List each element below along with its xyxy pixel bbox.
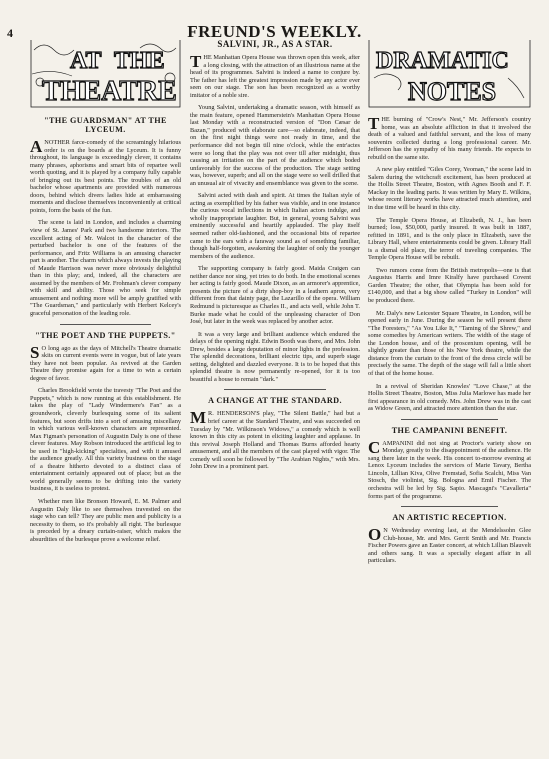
headline-standard: A CHANGE AT THE STANDARD. bbox=[208, 396, 342, 406]
note-london-rumors: Two rumors come from the British metropolis—one is that Augustus Harris and Imre Kiralfy have purchased Covent Garden Theatre; the other, that Olympia has been sold for £140,000, and that a big show called "Turkey in London" will be produced there. bbox=[368, 266, 531, 305]
article-poet-p3: Whether men like Bronson Howard, E. M. Palmer and Augustin Daly like to see themselves travestied on the stage who can tell? They are public men and publicity is a necessity to them, so it's probably all right. The burlesque is preceded by a dreary curtain-raiser, which makes the absurdities of the burlesque prove a welcome relief. bbox=[30, 497, 181, 543]
headline-poet-puppets: "THE POET AND THE PUPPETS." bbox=[35, 330, 176, 340]
svg-text:THE: THE bbox=[114, 48, 165, 74]
article-salvini-p5: It was a very large and brilliant audience which endured the delays of the opening night. Edwin Booth was there, and Mrs. John Drew, besides a large deputation of minor lights in the profession. The splendid decorations, brilliant electric tips, and superb stage setting, delighted and dazzled everyone. It is to be hoped that this splendid theatre is now permanently re-opened, for it is too beautiful a house to remain "dark." bbox=[190, 330, 360, 383]
article-standard-p1: R. HENDERSON'S play, "The Silent Battle," had but a brief career at the Standard Theatre, and was succeeded on Tuesday by "Mr. Wilkinson's Widows," a comedy which is well known in this city as potent in eliciting laughter and applause. In this revival Joseph Holland and Thomas Burns afforded hearty amusement, and all the members of the cast played with vigor. The comedy will soon be followed by "The Arabian Nights," with Mrs. John Drew in a prominent part. bbox=[190, 410, 360, 471]
masthead-title: FREUND'S WEEKLY. bbox=[187, 22, 362, 41]
column-right: DRAMATIC NOTES THE burning of "Crow's Nest," Mr. Jefferson's country home, was an absolute affliction in that it involved the death of a valued and faithful servant, and the loss of many souvenirs collected during a long professional career. Mr. Jefferson has the sympathy of his many friends. He expects to rebuild on the same site. A new play entitled "Giles Corey, Yeoman," the scene laid in Salem during the witchcraft excitement, has been produced at the Hollis Street Theatre, Boston, with Agnes Booth and F. F. Mackay in the leading parts. It was written by Mary E. Wilkins, whose recent literary works have attracted much attention, and in due time will be heard in this city. The Temple Opera House, at Elizabeth, N. J., has been burned; loss, $50,000, partly insured. It was built in 1887, refitted in 1891, and is the only place in Elizabeth, save the Library Hall, where entertainments could be given. Library Hall is a dismal old place, the terror of traveling companies. The Temple Opera House will be rebuilt. Two rumors come from the British metropolis—one is that Augustus Harris and Imre Kiralfy have purchased Covent Garden Theatre; the other, that Olympia has been sold for £140,000, and that a big show called "Turkey in London" will be produced there. Mr. Daly's new Leicester Square Theatre, in London, will be opened early in June. During the season he will present there "The Foresters," "As You Like It," "Taming of the Shrew," and some comedies by American writers. The width of the stage of the London house, and of the proscenium opening, will be slightly greater than those of his New York theatre, while the distance from the curtain to the front of the dress circle will be precisely the same. The depth of the stage will fall a little short of that of the home house. In a revival of Sheridan Knowles' "Love Chase," at the Hollis Street Theatre, Boston, Miss Julia Marlowe has made her first appearance in old comedy. Mrs. John Drew was in the cast as Widow Green, and attracted more attention than the star. THE CAMPANINI BENEFIT. CAMPANINI did not sing at Proctor's variety show on Monday, greatly to the disappointment of the audience. He sang there later in the week. His concert to-morrow evening at Lenox Lyceum includes the services of Marie Tavary, Bertha Lincoln, Lillian Kiva, Olive Fremstad, Sofia Scalchi, Miss Van Stosch, the violinist, Sig. Bologna and Emil Fischer. The orchestra will be led by Sig. Sapio. Mascagni's "Cavalleria" forms part of the programme. AN ARTISTIC RECEPTION. O N Wednesday evening last, at the Mendelssohn Glee Club-house, Mr. and Mrs. Gerrit Smith and Mr. Francis Fischer Powers gave an Easter concert, at which Lillian Blauvelt and others sang. It was a specially elegant affair in all particulars. bbox=[368, 40, 531, 752]
at-the-theatre-banner bbox=[30, 40, 181, 108]
divider bbox=[401, 419, 499, 420]
svg-text:DRAMATIC: DRAMATIC bbox=[376, 48, 509, 74]
dramatic-notes-banner bbox=[368, 40, 531, 108]
article-salvini-p2: Young Salvini, undertaking a dramatic season, with himself as the main feature, opened Hammerstein's Manhattan Opera House last Monday with a reconstructed version of "Don Cæsar de Bazan," produced with elaborate care—so elaborate, indeed, that on the first night things were not ready in time, and the performance did not begin till nine o'clock, while the entr'actes were so long that the play was not over till after midnight, thus causing an irritation on the part of the audience which boded unfavorably for the success of the production. The stage setting was, however, superb; and all on the stage were so well drilled that an unusual air of vivacity and ensemblance was given to the scene. bbox=[190, 104, 360, 187]
divider bbox=[60, 324, 151, 325]
article-salvini-p1: HE Manhattan Opera House was thrown open this week, after a long closing, with the attraction of an illustrious name at the head of its programmes. Salvini is indeed a name to conjure by. The father has left the greatest impression made by any actor ever seen on our stage. The son has been recognized as a worthy imitator of a noble sire. bbox=[190, 54, 360, 99]
column-left: AT THE THEATRE "THE GUARDSMAN" AT THE LYCEUM. ANOTHER farce-comedy of the screamingly hilarious order is on the boards at the Lyceum. It is funny throughout, its language is exceedingly clever, it contains many phrases, aphorisms and smart bits of repartee well worth quoting, and it is played by a company fully capable of bringing out its best points. The troubles of an old bachelor whose apartments are provided with numerous doors, behind which divers ladies hide at embarrassing moments and disclose themselves inconveniently at critical points, form the basis of the fun. The scene is laid in London, and includes a charming view of St. James' Park and two handsome interiors. The excellent acting of Mr. Walcot in the character of the perturbed bachelor is one of the features of the performance, and Fritz Williams is an amusing character part is another. The charm which always invests the playing of Maude Harrison was never more obviously delightful than in this play; and, indeed, all the characters are assumed by the members of Mr. Frohman's clever company with skill and ability. Those who seek for simple amusement and nothing more will be amply gratified with "The Guardsman," and particularly with Herbert Kelcey's graceful personation of the leading role. "THE POET AND THE PUPPETS." S O long ago as the days of Mitchell's Theatre dramatic skits on current events were in vogue, but of late years they have not been popular. As revived at the Garden Theatre they promise again for a time to win a certain degree of favor. Charles Brookfield wrote the travesty "The Poet and the Puppets," which is now running at this establishment. He takes the play of "Lady Windermere's Fan" as a groundwork, cleverly burlesquing some of its salient features, but soon drifts into a sort of amusing miscellany in which various well-known characters are represented. Max Figman's personation of Augustin Daly is one of these clever features. May Robson introduced the artificial leg to be used in "high-kicking" specialties, and with it amused the audience greatly. All this variety business on the stage of a theatre hitherto devoted to a distinct class of entertainment certainly appeared out of place; but as the world generally seems to be drifting into the variety business, it is useless to protest. Whether men like Bronson Howard, E. M. Palmer and Augustin Daly like to see themselves travestied on the stage who can tell? They are public men and publicity is a necessity to them, so it's probably all right. The burlesque is preceded by a dreary curtain-raiser, which makes the absurdities of the burlesque prove a welcome relief. bbox=[30, 40, 181, 752]
dramatic-notes-illustration bbox=[368, 40, 531, 108]
headline-salvini: SALVINI, JR., AS A STAR. bbox=[217, 40, 333, 49]
page-number: 4 bbox=[7, 26, 13, 40]
headline-campanini: THE CAMPANINI BENEFIT. bbox=[391, 425, 508, 435]
article-guardsman-p2: The scene is laid in London, and includes a charming view of St. James' Park and two handsome interiors. The excellent acting of Mr. Walcot in the character of the perturbed bachelor is one of the features of the performance, and Fritz Williams is an amusing character part is another. The charm which always invests the playing of Maude Harrison was never more obviously delightful than in this play; and, indeed, all the characters are assumed by the members of Mr. Frohman's clever company with skill and ability. Those who seek for simple amusement and nothing more will be amply gratified with "The Guardsman," and particularly with Herbert Kelcey's graceful personation of the leading role. bbox=[30, 219, 181, 318]
article-salvini-p3: Salvini acted with dash and spirit. At times the Italian style of acting as exemplified by his father was visible, and in one instance the curious vocal inflections in which Italian actors indulge, and wholly inappropriate laughter. But, in general, young Salvini was eminently successful and heartily applauded. The play itself seemed rather old-fashioned, and the occasional bits of repartee came to the ears with a faraway sound as of something familiar, though half-forgotten, awakening the laughter of only the younger members of the audience. bbox=[190, 192, 360, 260]
note-jefferson: HE burning of "Crow's Nest," Mr. Jefferson's country home, was an absolute affliction in that it involved the death of a valued and faithful servant, and the loss of many souvenirs collected during a long professional career. Mr. Jefferson has the sympathy of his many friends. He expects to rebuild on the same site. bbox=[368, 116, 531, 161]
svg-text:AT: AT bbox=[70, 48, 102, 74]
article-guardsman-p1: NOTHER farce-comedy of the screamingly hilarious order is on the boards at the Lyceum. It is funny throughout, its language is exceedingly clever, it contains many phrases, aphorisms and smart bits of repartee well worth quoting, and it is played by a company fully capable of bringing out its best points. The troubles of an old bachelor whose apartments are provided with numerous doors, behind which divers ladies hide at embarrassing moments and disclose themselves inconveniently at critical points, form the basis of the fun. bbox=[30, 139, 181, 214]
headline-guardsman: "THE GUARDSMAN" AT THE LYCEUM. bbox=[44, 116, 167, 134]
at-the-theatre-illustration bbox=[30, 40, 181, 108]
note-love-chase: In a revival of Sheridan Knowles' "Love Chase," at the Hollis Street Theatre, Boston, Miss Julia Marlowe has made her first appearance in old comedy. Mrs. John Drew was in the cast as Widow Green, and attracted more attention than the star. bbox=[368, 382, 531, 413]
article-reception: N Wednesday evening last, at the Mendelssohn Glee Club-house, Mr. and Mrs. Gerrit Smith and Mr. Francis Fischer Powers gave an Easter concert, at which Lillian Blauvelt and others sang. It was a specially elegant affair in all particulars. bbox=[368, 527, 531, 565]
article-campanini: AMPANINI did not sing at Proctor's variety show on Monday, greatly to the disappointment of the audience. He sang there later in the week. His concert to-morrow evening at Lenox Lyceum includes the services of Marie Tavary, Bertha Lincoln, Lillian Kiva, Olive Fremstad, Sofia Scalchi, Miss Van Stosch, the violinist, Sig. Bologna and Emil Fischer. The orchestra will be led by Sig. Sapio. Mascagni's "Cavalleria" forms part of the programme. bbox=[368, 439, 531, 500]
article-poet-p1: O long ago as the days of Mitchell's Theatre dramatic skits on current events were in vogue, but of late years they have not been popular. As revived at the Garden Theatre they promise again for a time to win a certain degree of favor. bbox=[30, 344, 181, 382]
note-daly-theatre: Mr. Daly's new Leicester Square Theatre, in London, will be opened early in June. During the season he will present there "The Foresters," "As You Like It," "Taming of the Shrew," and some comedies by American writers. The width of the stage of the London house, and of the proscenium opening, will be slightly greater than those of his New York theatre, while the distance from the curtain to the front of the dress circle will be precisely the same. The depth of the stage will fall a little short of that of the home house. bbox=[368, 309, 531, 377]
article-poet-p2: Charles Brookfield wrote the travesty "The Poet and the Puppets," which is now running at this establishment. He takes the play of "Lady Windermere's Fan" as a groundwork, cleverly burlesquing some of its salient features, but soon drifts into a sort of amusing miscellany in which various well-known characters are represented. Max Figman's personation of Augustin Daly is one of these clever features. May Robson introduced the artificial leg to be used in "high-kicking" specialties, and with it amused the audience greatly. All this variety business on the stage of a theatre hitherto devoted to a distinct class of entertainment certainly appeared out of place; but as the world generally seems to be drifting into the variety business, it is useless to protest. bbox=[30, 387, 181, 493]
article-salvini-p4: The supporting company is fairly good. Maida Craigen can neither dance nor sing, yet tries to do both. In the emotional scenes her acting is fairly good. Maude Dixon, as an armorer's apprentice, presents the picture of a dirty shop-boy in a leathern apron, very different from that dainty page, the Lazarillo of the opera. William Redmund is picturesque as Charles II., and acts well, while John T. Burke made what he could of the unpleasing character of Don José, but later in the week was replaced by another actor. bbox=[190, 265, 360, 326]
divider bbox=[401, 506, 499, 507]
note-temple-opera: The Temple Opera House, at Elizabeth, N. J., has been burned; loss, $50,000, partly insured. It was built in 1887, refitted in 1891, and is the only place in Elizabeth, save the Library Hall, where entertainments could be given. Library Hall is a dismal old place, the terror of traveling companies. The Temple Opera House will be rebuilt. bbox=[368, 216, 531, 262]
column-middle: SALVINI, JR., AS A STAR. THE Manhattan Opera House was thrown open this week, after a long closing, with the attraction of an illustrious name at the head of its programmes. Salvini is indeed a name to conjure by. The father has left the greatest impression made by any actor ever seen on our stage. The son has been recognized as a worthy imitator of a noble sire. Young Salvini, undertaking a dramatic season, with himself as the main feature, opened Hammerstein's Manhattan Opera House last Monday with a reconstructed version of "Don Cæsar de Bazan," produced with elaborate care—so elaborate, indeed, that on the first night things were not ready in time, and the performance did not begin till nine o'clock, while the entr'actes were so long that the play was not over till after midnight, thus causing an irritation on the part of the audience which boded unfavorably for the success of the production. The stage setting was, however, superb; and all on the stage were so well drilled that an unusual air of vivacity and ensemblance was given to the scene. Salvini acted with dash and spirit. At times the Italian style of acting as exemplified by his father was visible, and in one instance the curious vocal inflections in which Italian actors indulge, and wholly inappropriate laughter. But, in general, young Salvini was eminently successful and heartily applauded. The play itself seemed rather old-fashioned, and the occasional bits of repartee came to the ears with a faraway sound as of something familiar, though half-forgotten, awakening the laughter of only the younger members of the audience. The supporting company is fairly good. Maida Craigen can neither dance nor sing, yet tries to do both. In the emotional scenes her acting is fairly good. Maude Dixon, as an armorer's apprentice, presents the picture of a dirty shop-boy in a leathern apron, very different from that dainty page, the Lazarillo of the opera. William Redmund is picturesque as Charles II., and acts well, while John T. Burke made what he could of the unpleasing character of Don José, but later in the week was replaced by another actor. It was a very large and brilliant audience which endured the delays of the opening night. Edwin Booth was there, and Mrs. John Drew, besides a large deputation of minor lights in the profession. The splendid decorations, brilliant electric tips, and superb stage setting, delighted and dazzled everyone. It is to be hoped that this splendid theatre is now permanently re-opened, for it is too beautiful a house to remain "dark." A CHANGE AT THE STANDARD. M R. HENDERSON'S play, "The Silent Battle," had but a brief career at the Standard Theatre, and was succeeded on Tuesday by "Mr. Wilkinson's Widows," a comedy which is well known in this city as potent in eliciting laughter and applause. In this revival Joseph Holland and Thomas Burns afforded hearty amusement, and all the members of the cast played with vigor. The comedy will soon be followed by "The Arabian Nights," with Mrs. John Drew in a prominent part. bbox=[190, 40, 360, 471]
headline-reception: AN ARTISTIC RECEPTION. bbox=[392, 513, 507, 523]
divider bbox=[224, 389, 326, 390]
svg-text:THEATRE: THEATRE bbox=[42, 76, 177, 107]
svg-text:NOTES: NOTES bbox=[408, 77, 497, 106]
note-giles-corey: A new play entitled "Giles Corey, Yeoman," the scene laid in Salem during the witchcraft excitement, has been produced at the Hollis Street Theatre, Boston, with Agnes Booth and F. F. Mackay in the leading parts. It was written by Mary E. Wilkins, whose recent literary works have attracted much attention, and in due time will be heard in this city. bbox=[368, 166, 531, 212]
